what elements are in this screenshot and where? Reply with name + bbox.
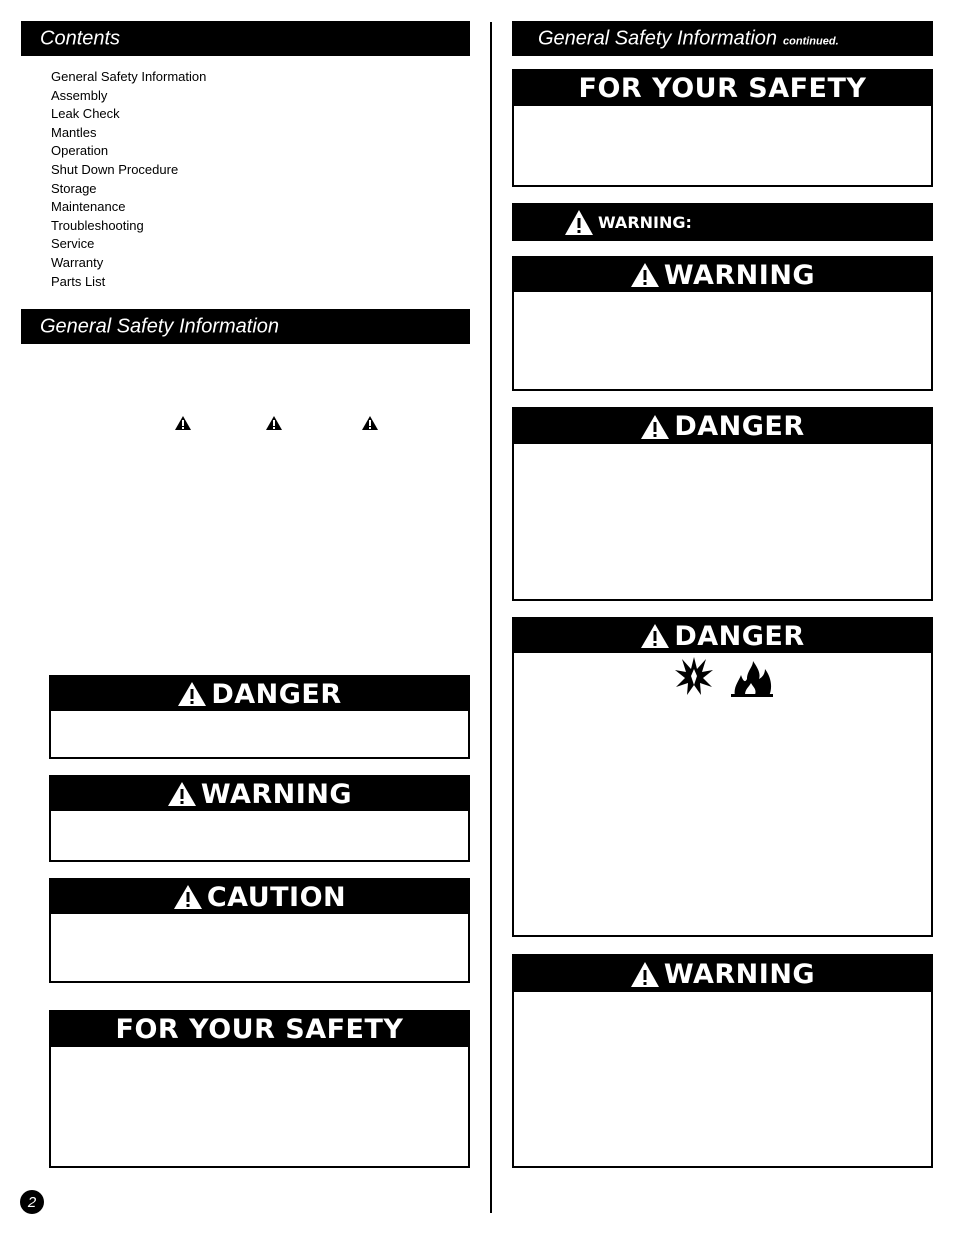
danger-label-right-2: DANGER [674,620,805,652]
warning-triangle-icon [564,209,594,236]
caution-box-left [49,878,470,983]
warning-label-right-1: WARNING [663,259,816,291]
warning-label-right-2: WARNING [663,958,816,990]
warning-triangle-icon [630,262,660,288]
danger-box-header-right-2 [514,619,931,653]
toc-item-leak-check[interactable]: Leak Check [51,106,120,122]
contents-list [51,68,206,291]
toc-item-parts-list[interactable]: Parts List [51,273,106,289]
for-your-safety-header-right [514,71,931,106]
continued-title-text: General Safety Information [538,27,778,49]
for-your-safety-box-right [512,69,933,187]
toc-item-storage[interactable]: Storage [51,180,97,196]
for-your-safety-label-right: FOR YOUR SAFETY [578,73,867,104]
warning-triangle-icon [640,414,670,440]
caution-label: CAUTION [206,881,347,913]
toc-item-assembly[interactable]: Assembly [51,87,108,103]
warning-box-right-1 [512,256,933,391]
for-your-safety-box-left [49,1010,470,1168]
toc-item-operation[interactable]: Operation [51,143,109,159]
danger-box-left [49,675,470,759]
danger-box-right-1 [512,407,933,601]
toc-item-mantles[interactable]: Mantles [51,124,97,140]
warning-box-header [51,777,468,811]
warning-triangle-icon [175,416,191,430]
danger-box-header [51,677,468,711]
danger-label-right-1: DANGER [674,411,805,442]
toc-item-maintenance[interactable]: Maintenance [51,199,126,215]
warning-label: WARNING [200,778,353,810]
explosion-icon [674,655,714,697]
column-divider [490,22,492,1213]
warning-bar-label: WARNING: [598,212,692,232]
for-your-safety-label: FOR YOUR SAFETY [115,1014,404,1045]
safety-section-title: General Safety Information [40,315,280,337]
continued-section-title [538,27,839,50]
toc-item-troubleshooting[interactable]: Troubleshooting [51,217,144,233]
contents-title: Contents [40,27,121,49]
safety-section-header [21,309,470,344]
toc-item-general-safety[interactable]: General Safety Information [51,69,207,84]
warning-box-header-right-1 [514,258,931,292]
continued-section-header [512,21,933,56]
warning-triangle-icon [167,781,197,807]
danger-label: DANGER [211,678,342,710]
warning-triangle-icon [173,884,203,910]
danger-box-header-right-1 [514,409,931,444]
for-your-safety-header [51,1012,468,1047]
caution-box-header [51,880,468,914]
continued-suffix: continued. [783,35,839,47]
warning-inline-bar [512,203,933,241]
warning-triangle-icon [362,416,378,430]
warning-box-right-2 [512,954,933,1168]
warning-box-left [49,775,470,862]
page-number: 2 [20,1190,44,1214]
toc-item-warranty[interactable]: Warranty [51,254,104,270]
warning-triangle-icon [266,416,282,430]
danger-box-right-2 [512,617,933,937]
toc-item-shut-down[interactable]: Shut Down Procedure [51,161,179,177]
warning-box-header-right-2 [514,956,931,992]
warning-triangle-icon [640,623,670,649]
fire-icon [731,661,773,697]
warning-triangle-icon [177,681,207,707]
contents-header [21,21,470,56]
toc-item-service[interactable]: Service [51,236,95,252]
warning-triangle-icon [630,961,660,988]
